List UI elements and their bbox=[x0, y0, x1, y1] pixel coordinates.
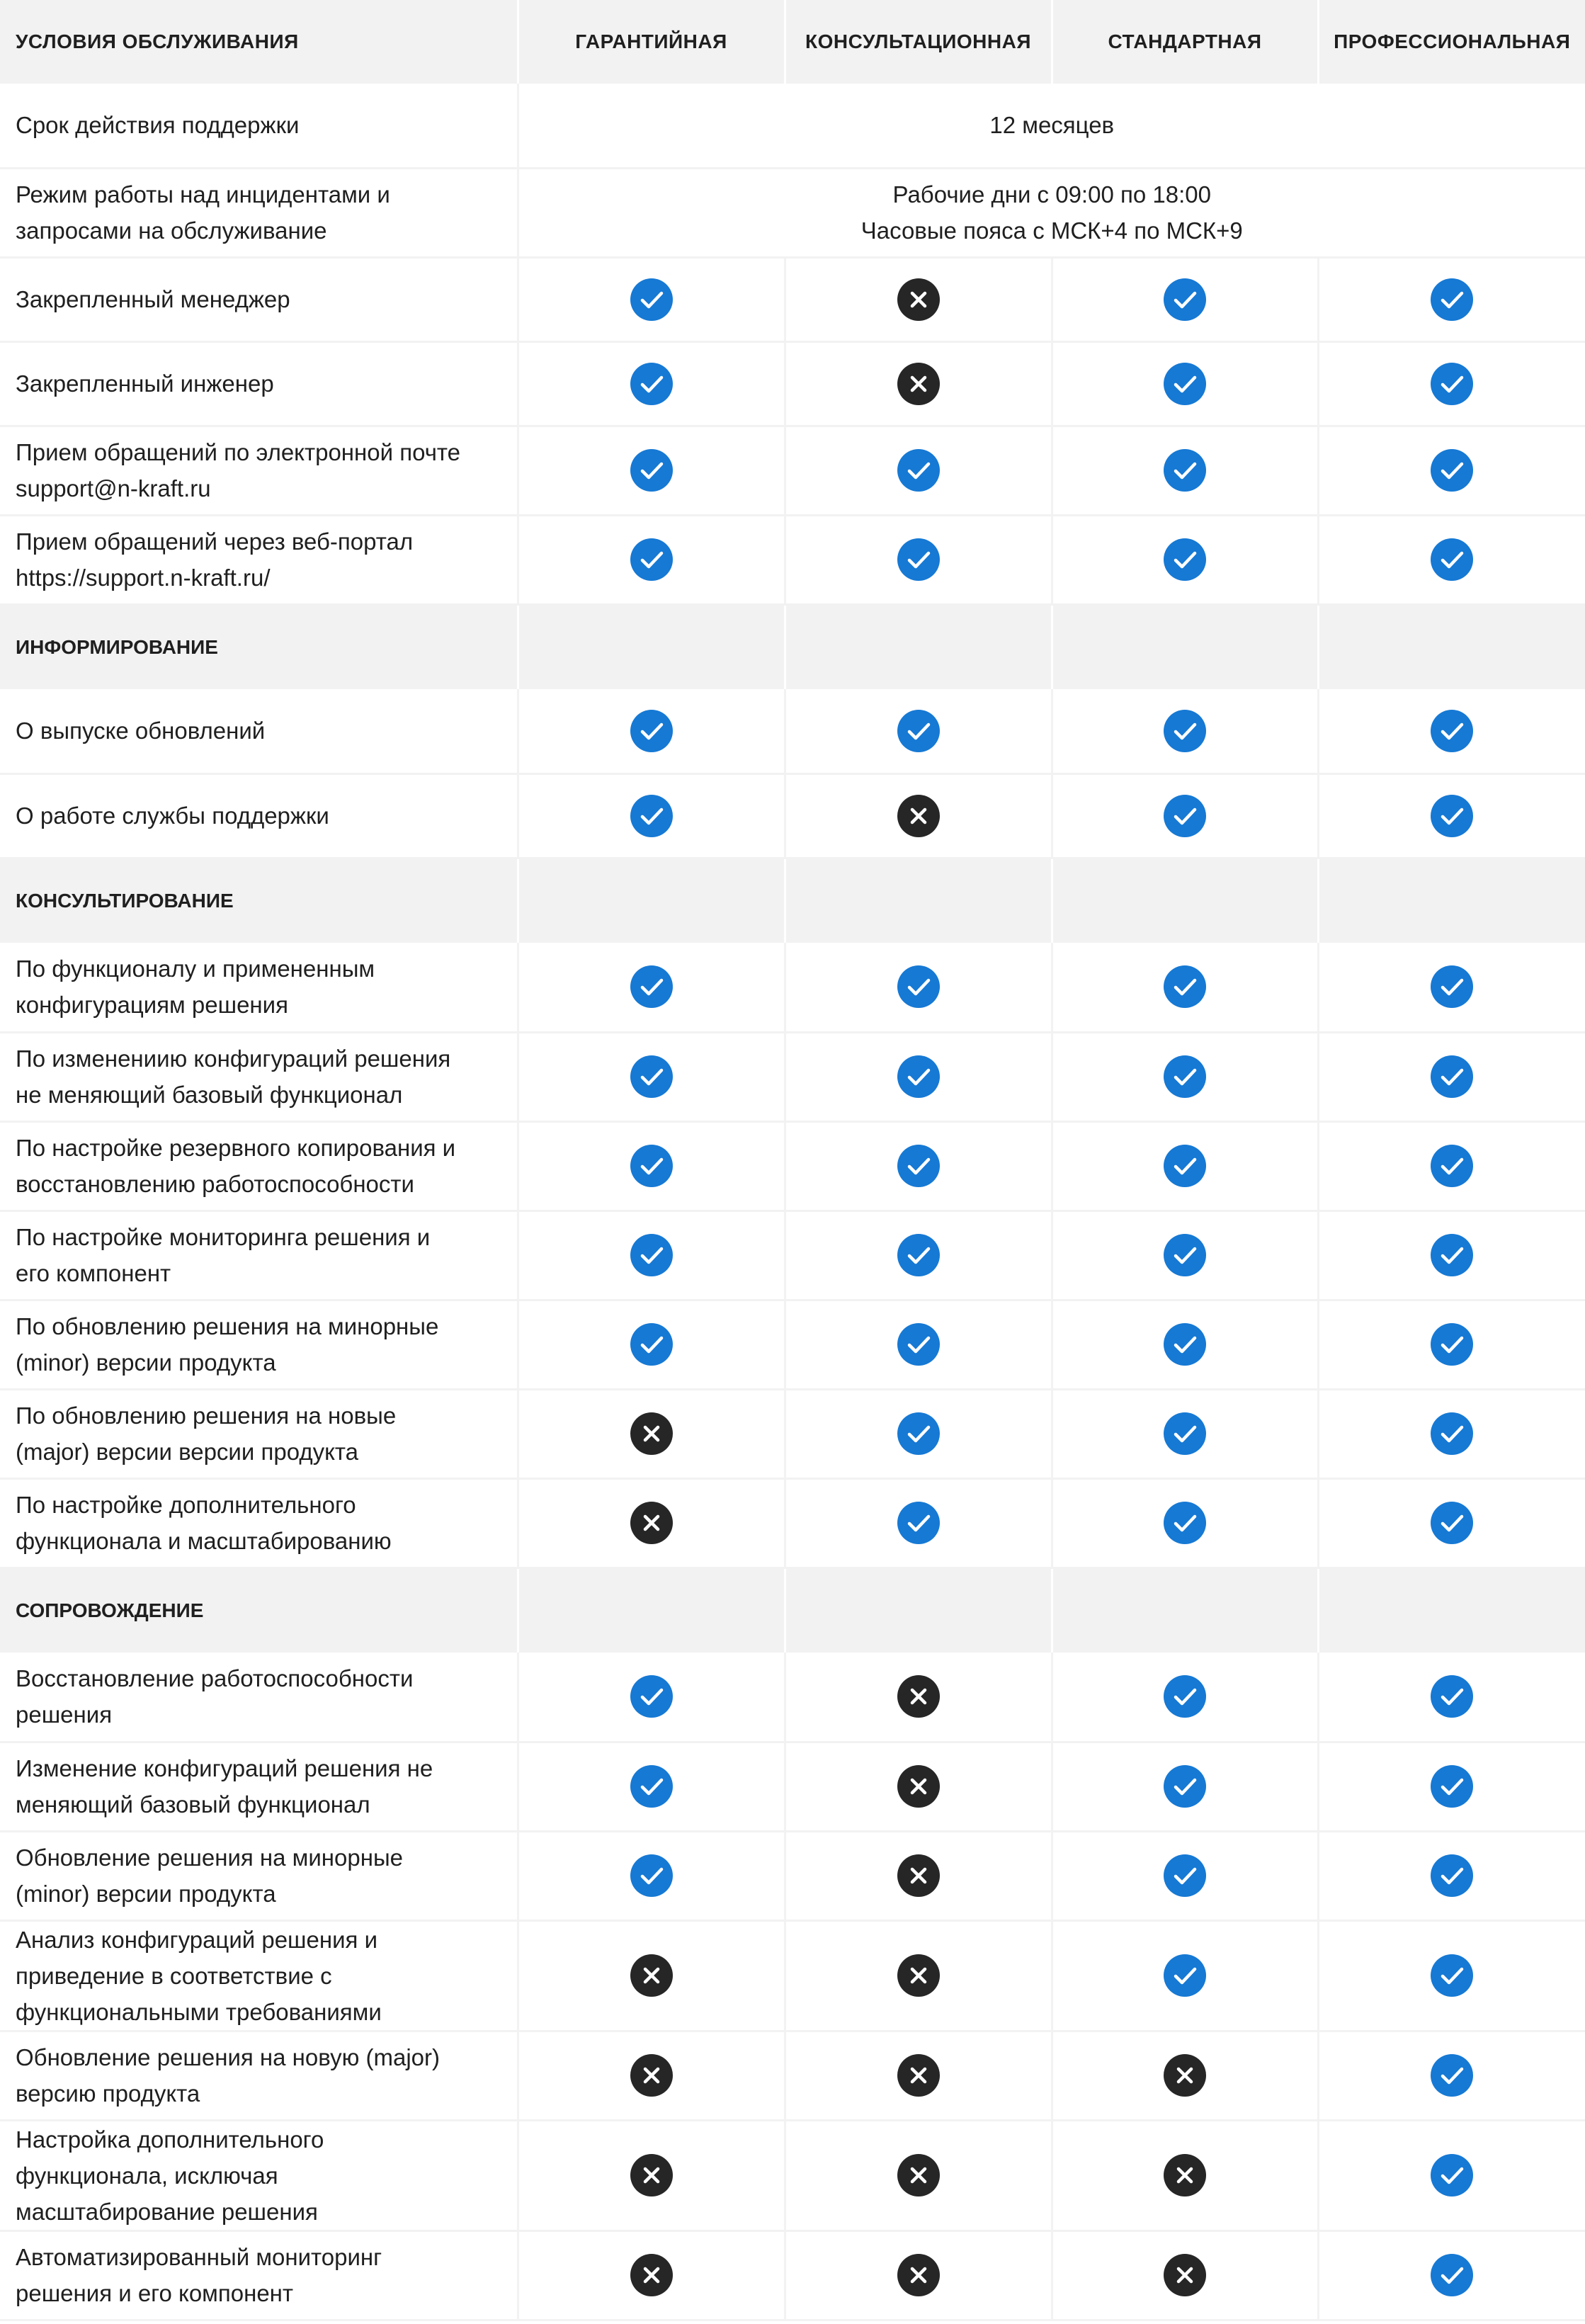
plan-cell-3 bbox=[1318, 2231, 1585, 2320]
cross-circle-icon bbox=[1164, 2254, 1206, 2296]
work-mode-label-line1: Режим работы над инцидентами и bbox=[16, 181, 390, 208]
check-circle-icon bbox=[1164, 1323, 1206, 1366]
plan-cell-1 bbox=[785, 1032, 1052, 1121]
plan-cell-3 bbox=[1318, 1121, 1585, 1211]
feature-label bbox=[0, 1121, 518, 1211]
check-circle-icon bbox=[1431, 795, 1473, 837]
check-circle-icon bbox=[1431, 278, 1473, 321]
plan-header-standard: СТАНДАРТНАЯ bbox=[1052, 0, 1318, 84]
plan-cell-2 bbox=[1052, 1300, 1318, 1389]
check-circle-icon bbox=[897, 1055, 940, 1098]
table-row bbox=[0, 943, 1585, 1032]
feature-label bbox=[0, 257, 518, 341]
plan-cell-1 bbox=[785, 426, 1052, 515]
feature-label bbox=[0, 1653, 518, 1742]
cross-circle-icon bbox=[630, 1502, 673, 1544]
check-circle-icon bbox=[1431, 538, 1473, 581]
plan-cell-1 bbox=[785, 1653, 1052, 1742]
plan-cell-0 bbox=[518, 515, 785, 604]
plan-cell-1 bbox=[785, 515, 1052, 604]
section-header-row bbox=[0, 858, 1585, 943]
plan-cell-1 bbox=[785, 2120, 1052, 2231]
table-row bbox=[0, 2120, 1585, 2231]
feature-label-line-1: Изменение конфигураций решения не bbox=[16, 1755, 433, 1781]
feature-label-line-2: https://support.n-kraft.ru/ bbox=[16, 565, 271, 591]
feature-label bbox=[0, 689, 518, 773]
check-circle-icon bbox=[897, 538, 940, 581]
check-circle-icon bbox=[1431, 449, 1473, 492]
cross-circle-icon bbox=[897, 363, 940, 405]
plan-cell-2 bbox=[1052, 1121, 1318, 1211]
feature-label-line-1: Обновление решения на новую (major) bbox=[16, 2044, 440, 2070]
check-circle-icon bbox=[897, 1412, 940, 1455]
plan-cell-1 bbox=[785, 1831, 1052, 1920]
check-circle-icon bbox=[897, 965, 940, 1008]
section-empty-cell bbox=[1318, 604, 1585, 689]
section-title: ИНФОРМИРОВАНИЕ bbox=[0, 604, 518, 689]
plan-cell-1 bbox=[785, 1121, 1052, 1211]
plan-cell-3 bbox=[1318, 1478, 1585, 1568]
feature-label-line-1: По настройке резервного копирования и bbox=[16, 1135, 456, 1161]
feature-label bbox=[0, 2031, 518, 2120]
feature-label-line-1: Автоматизированный мониторинг bbox=[16, 2244, 382, 2270]
plan-cell-2 bbox=[1052, 1831, 1318, 1920]
table-row bbox=[0, 341, 1585, 426]
feature-label-line-2: support@n-kraft.ru bbox=[16, 475, 211, 501]
plan-cell-2 bbox=[1052, 426, 1318, 515]
plan-cell-2 bbox=[1052, 1032, 1318, 1121]
section-empty-cell bbox=[1318, 858, 1585, 943]
plan-cell-3 bbox=[1318, 773, 1585, 858]
check-circle-icon bbox=[1164, 965, 1206, 1008]
cross-circle-icon bbox=[630, 2154, 673, 2197]
plan-cell-3 bbox=[1318, 341, 1585, 426]
feature-label bbox=[0, 1032, 518, 1121]
plan-cell-1 bbox=[785, 2231, 1052, 2320]
general-rows bbox=[0, 257, 1585, 604]
feature-label-line-2: не меняющий базовый функционал bbox=[16, 1082, 403, 1108]
check-circle-icon bbox=[630, 1055, 673, 1098]
section-header-row bbox=[0, 604, 1585, 689]
feature-label bbox=[0, 1920, 518, 2031]
check-circle-icon bbox=[897, 449, 940, 492]
section-empty-cell bbox=[518, 604, 785, 689]
feature-label bbox=[0, 1831, 518, 1920]
feature-label bbox=[0, 943, 518, 1032]
table-row bbox=[0, 426, 1585, 515]
check-circle-icon bbox=[1164, 1234, 1206, 1276]
cross-circle-icon bbox=[1164, 2054, 1206, 2097]
work-mode-label bbox=[0, 168, 518, 257]
plan-cell-2 bbox=[1052, 1653, 1318, 1742]
feature-label-line-1: Закрепленный менеджер bbox=[16, 286, 290, 312]
check-circle-icon bbox=[1431, 965, 1473, 1008]
plan-cell-0 bbox=[518, 773, 785, 858]
plan-cell-1 bbox=[785, 1389, 1052, 1478]
check-circle-icon bbox=[630, 1323, 673, 1366]
check-circle-icon bbox=[1164, 710, 1206, 752]
feature-label-line-2: меняющий базовый функционал bbox=[16, 1791, 370, 1818]
section-empty-cell bbox=[1052, 1568, 1318, 1653]
plan-cell-1 bbox=[785, 2031, 1052, 2120]
section-empty-cell bbox=[785, 604, 1052, 689]
check-circle-icon bbox=[1431, 1234, 1473, 1276]
table-row bbox=[0, 689, 1585, 773]
plan-cell-1 bbox=[785, 1478, 1052, 1568]
plan-cell-0 bbox=[518, 426, 785, 515]
feature-label bbox=[0, 1742, 518, 1831]
check-circle-icon bbox=[1164, 1765, 1206, 1808]
plan-cell-3 bbox=[1318, 257, 1585, 341]
feature-label-line-1: По обновлению решения на минорные bbox=[16, 1313, 439, 1339]
check-circle-icon bbox=[1431, 1055, 1473, 1098]
check-circle-icon bbox=[1431, 710, 1473, 752]
plan-cell-2 bbox=[1052, 943, 1318, 1032]
feature-label bbox=[0, 1478, 518, 1568]
check-circle-icon bbox=[630, 1854, 673, 1897]
plan-cell-0 bbox=[518, 689, 785, 773]
plan-cell-0 bbox=[518, 943, 785, 1032]
feature-label-line-2: конфигурациям решения bbox=[16, 992, 288, 1019]
check-circle-icon bbox=[1431, 1412, 1473, 1455]
feature-label-line-1: По настройке дополнительного bbox=[16, 1492, 356, 1518]
section-empty-cell bbox=[785, 1568, 1052, 1653]
table-row bbox=[0, 515, 1585, 604]
plan-cell-2 bbox=[1052, 515, 1318, 604]
plan-cell-0 bbox=[518, 1653, 785, 1742]
feature-label bbox=[0, 515, 518, 604]
work-mode-value bbox=[518, 168, 1585, 257]
check-circle-icon bbox=[630, 538, 673, 581]
plan-cell-3 bbox=[1318, 1300, 1585, 1389]
section-empty-cell bbox=[518, 1568, 785, 1653]
plan-cell-0 bbox=[518, 341, 785, 426]
check-circle-icon bbox=[1431, 1323, 1473, 1366]
check-circle-icon bbox=[1164, 1502, 1206, 1544]
check-circle-icon bbox=[1164, 449, 1206, 492]
work-mode-value-line1: Рабочие дни с 09:00 по 18:00 bbox=[892, 181, 1211, 208]
check-circle-icon bbox=[630, 965, 673, 1008]
check-circle-icon bbox=[630, 1234, 673, 1276]
plan-cell-2 bbox=[1052, 341, 1318, 426]
plan-cell-0 bbox=[518, 1121, 785, 1211]
feature-label-line-3: функциональными требованиями bbox=[16, 1998, 382, 2025]
support-period-row bbox=[0, 84, 1585, 168]
check-circle-icon bbox=[630, 795, 673, 837]
plan-cell-3 bbox=[1318, 1920, 1585, 2031]
plan-cell-3 bbox=[1318, 2120, 1585, 2231]
check-circle-icon bbox=[1164, 1854, 1206, 1897]
cross-circle-icon bbox=[1164, 2154, 1206, 2197]
cross-circle-icon bbox=[897, 1854, 940, 1897]
feature-label-line-2: (minor) версии продукта bbox=[16, 1349, 276, 1376]
section-header-row bbox=[0, 1568, 1585, 1653]
feature-label bbox=[0, 1389, 518, 1478]
plan-header-professional: ПРОФЕССИОНАЛЬНАЯ bbox=[1318, 0, 1585, 84]
table-row bbox=[0, 1653, 1585, 1742]
check-circle-icon bbox=[897, 1323, 940, 1366]
work-mode-label-line2: запросами на обслуживание bbox=[16, 217, 327, 244]
plan-cell-3 bbox=[1318, 1831, 1585, 1920]
table-row bbox=[0, 773, 1585, 858]
cross-circle-icon bbox=[630, 1412, 673, 1455]
check-circle-icon bbox=[1164, 795, 1206, 837]
feature-label-line-1: Обновление решения на минорные bbox=[16, 1844, 404, 1871]
check-circle-icon bbox=[630, 1145, 673, 1187]
check-circle-icon bbox=[1164, 1145, 1206, 1187]
check-circle-icon bbox=[1431, 1145, 1473, 1187]
check-circle-icon bbox=[1431, 2154, 1473, 2197]
check-circle-icon bbox=[1431, 2254, 1473, 2296]
cross-circle-icon bbox=[897, 1675, 940, 1718]
section-title: КОНСУЛЬТИРОВАНИЕ bbox=[0, 858, 518, 943]
table-row bbox=[0, 2231, 1585, 2320]
feature-label-line-2: (minor) версии продукта bbox=[16, 1881, 276, 1907]
section-rows bbox=[0, 604, 1585, 2320]
feature-label-line-2: функционала и масштабированию bbox=[16, 1528, 392, 1554]
check-circle-icon bbox=[1431, 2054, 1473, 2097]
feature-label-line-1: О выпуске обновлений bbox=[16, 718, 266, 744]
feature-label-line-2: функционала, исключая bbox=[16, 2162, 278, 2189]
plan-cell-0 bbox=[518, 257, 785, 341]
feature-label-line-1: По обновлению решения на новые bbox=[16, 1402, 397, 1429]
feature-label-line-2: решения и его компонент bbox=[16, 2280, 294, 2306]
feature-label bbox=[0, 2120, 518, 2231]
conditions-header: УСЛОВИЯ ОБСЛУЖИВАНИЯ bbox=[0, 0, 518, 84]
feature-label-line-2: (major) версии версии продукта bbox=[16, 1439, 358, 1465]
support-period-label: Срок действия поддержки bbox=[0, 84, 518, 168]
plan-cell-2 bbox=[1052, 2231, 1318, 2320]
feature-label bbox=[0, 2231, 518, 2320]
plan-cell-2 bbox=[1052, 257, 1318, 341]
plan-cell-0 bbox=[518, 2231, 785, 2320]
plan-cell-0 bbox=[518, 1920, 785, 2031]
cross-circle-icon bbox=[897, 2254, 940, 2296]
check-circle-icon bbox=[1164, 1954, 1206, 1997]
plan-cell-1 bbox=[785, 773, 1052, 858]
feature-label bbox=[0, 1300, 518, 1389]
table-row bbox=[0, 1032, 1585, 1121]
plan-cell-3 bbox=[1318, 1389, 1585, 1478]
work-mode-row bbox=[0, 168, 1585, 257]
cross-circle-icon bbox=[897, 795, 940, 837]
plan-cell-0 bbox=[518, 1831, 785, 1920]
feature-label-line-2: приведение в соответствие с bbox=[16, 1962, 332, 1989]
section-title: СОПРОВОЖДЕНИЕ bbox=[0, 1568, 518, 1653]
plan-cell-1 bbox=[785, 257, 1052, 341]
plan-cell-3 bbox=[1318, 426, 1585, 515]
plan-cell-2 bbox=[1052, 1389, 1318, 1478]
table-row bbox=[0, 2031, 1585, 2120]
plan-cell-3 bbox=[1318, 943, 1585, 1032]
check-circle-icon bbox=[1164, 1675, 1206, 1718]
table-row bbox=[0, 1300, 1585, 1389]
cross-circle-icon bbox=[897, 1765, 940, 1808]
feature-label-line-2: его компонент bbox=[16, 1260, 171, 1286]
cross-circle-icon bbox=[630, 2054, 673, 2097]
feature-label-line-1: Анализ конфигураций решения и bbox=[16, 1926, 378, 1953]
table-row bbox=[0, 1742, 1585, 1831]
cross-circle-icon bbox=[897, 2154, 940, 2197]
cross-circle-icon bbox=[897, 2054, 940, 2097]
plan-cell-0 bbox=[518, 2031, 785, 2120]
plan-cell-0 bbox=[518, 1742, 785, 1831]
plan-cell-1 bbox=[785, 943, 1052, 1032]
feature-label bbox=[0, 773, 518, 858]
feature-label bbox=[0, 1211, 518, 1300]
table-row bbox=[0, 1831, 1585, 1920]
plan-cell-0 bbox=[518, 1032, 785, 1121]
plan-cell-0 bbox=[518, 1300, 785, 1389]
plan-cell-1 bbox=[785, 689, 1052, 773]
check-circle-icon bbox=[897, 710, 940, 752]
check-circle-icon bbox=[897, 1502, 940, 1544]
check-circle-icon bbox=[1431, 1502, 1473, 1544]
check-circle-icon bbox=[1431, 1765, 1473, 1808]
table-row bbox=[0, 1121, 1585, 1211]
plan-cell-3 bbox=[1318, 1742, 1585, 1831]
work-mode-value-line2: Часовые пояса с МСК+4 по МСК+9 bbox=[860, 217, 1243, 244]
feature-label-line-2: восстановлению работоспособности bbox=[16, 1171, 414, 1197]
plan-cell-1 bbox=[785, 1300, 1052, 1389]
table-row bbox=[0, 1389, 1585, 1478]
check-circle-icon bbox=[630, 278, 673, 321]
feature-label-line-1: Прием обращений по электронной почте bbox=[16, 439, 460, 465]
table-row bbox=[0, 1478, 1585, 1568]
cross-circle-icon bbox=[630, 2254, 673, 2296]
plan-cell-3 bbox=[1318, 2031, 1585, 2120]
plan-cell-1 bbox=[785, 1920, 1052, 2031]
plan-cell-2 bbox=[1052, 2031, 1318, 2120]
plan-cell-3 bbox=[1318, 1032, 1585, 1121]
feature-label bbox=[0, 426, 518, 515]
plan-cell-2 bbox=[1052, 773, 1318, 858]
plan-header-warranty: ГАРАНТИЙНАЯ bbox=[518, 0, 785, 84]
check-circle-icon bbox=[1164, 278, 1206, 321]
feature-label bbox=[0, 341, 518, 426]
check-circle-icon bbox=[1431, 1675, 1473, 1718]
check-circle-icon bbox=[1431, 1854, 1473, 1897]
plan-cell-3 bbox=[1318, 515, 1585, 604]
plan-cell-2 bbox=[1052, 1211, 1318, 1300]
plan-cell-1 bbox=[785, 341, 1052, 426]
check-circle-icon bbox=[1431, 1954, 1473, 1997]
plan-cell-1 bbox=[785, 1211, 1052, 1300]
check-circle-icon bbox=[1164, 1055, 1206, 1098]
plan-cell-0 bbox=[518, 1478, 785, 1568]
header-row bbox=[0, 0, 1585, 84]
plan-cell-0 bbox=[518, 2120, 785, 2231]
check-circle-icon bbox=[630, 1675, 673, 1718]
feature-label-line-1: Прием обращений через веб-портал bbox=[16, 528, 414, 555]
check-circle-icon bbox=[1164, 363, 1206, 405]
section-empty-cell bbox=[1052, 604, 1318, 689]
check-circle-icon bbox=[897, 1234, 940, 1276]
feature-label-line-1: По функционалу и примененным bbox=[16, 956, 375, 982]
plan-cell-3 bbox=[1318, 1653, 1585, 1742]
plan-cell-2 bbox=[1052, 1742, 1318, 1831]
check-circle-icon bbox=[897, 1145, 940, 1187]
plan-cell-1 bbox=[785, 1742, 1052, 1831]
plan-cell-2 bbox=[1052, 1478, 1318, 1568]
feature-label-line-3: масштабирование решения bbox=[16, 2198, 318, 2225]
feature-label-line-2: решения bbox=[16, 1701, 113, 1728]
section-empty-cell bbox=[1052, 858, 1318, 943]
plan-cell-0 bbox=[518, 1389, 785, 1478]
feature-label-line-1: О работе службы поддержки bbox=[16, 803, 329, 829]
section-empty-cell bbox=[785, 858, 1052, 943]
check-circle-icon bbox=[630, 710, 673, 752]
plan-cell-3 bbox=[1318, 1211, 1585, 1300]
check-circle-icon bbox=[1431, 363, 1473, 405]
check-circle-icon bbox=[630, 363, 673, 405]
check-circle-icon bbox=[1164, 538, 1206, 581]
plan-header-consulting: КОНСУЛЬТАЦИОННАЯ bbox=[785, 0, 1052, 84]
section-empty-cell bbox=[1318, 1568, 1585, 1653]
cross-circle-icon bbox=[897, 278, 940, 321]
plan-cell-0 bbox=[518, 1211, 785, 1300]
feature-label-line-1: По настройке мониторинга решения и bbox=[16, 1224, 431, 1250]
feature-label-line-2: версию продукта bbox=[16, 2080, 200, 2107]
section-empty-cell bbox=[518, 858, 785, 943]
feature-label-line-1: Закрепленный инженер bbox=[16, 370, 274, 397]
support-period-value: 12 месяцев bbox=[518, 84, 1585, 168]
check-circle-icon bbox=[630, 449, 673, 492]
table-row bbox=[0, 1211, 1585, 1300]
table-row bbox=[0, 257, 1585, 341]
cross-circle-icon bbox=[897, 1954, 940, 1997]
check-circle-icon bbox=[1164, 1412, 1206, 1455]
plan-cell-3 bbox=[1318, 689, 1585, 773]
plan-cell-2 bbox=[1052, 2120, 1318, 2231]
plan-cell-2 bbox=[1052, 1920, 1318, 2031]
feature-label-line-1: Восстановление работоспособности bbox=[16, 1665, 414, 1692]
plan-cell-2 bbox=[1052, 689, 1318, 773]
table-row bbox=[0, 1920, 1585, 2031]
feature-label-line-1: По изменениию конфигураций решения bbox=[16, 1045, 451, 1072]
check-circle-icon bbox=[630, 1765, 673, 1808]
feature-label-line-1: Настройка дополнительного bbox=[16, 2126, 324, 2153]
cross-circle-icon bbox=[630, 1954, 673, 1997]
